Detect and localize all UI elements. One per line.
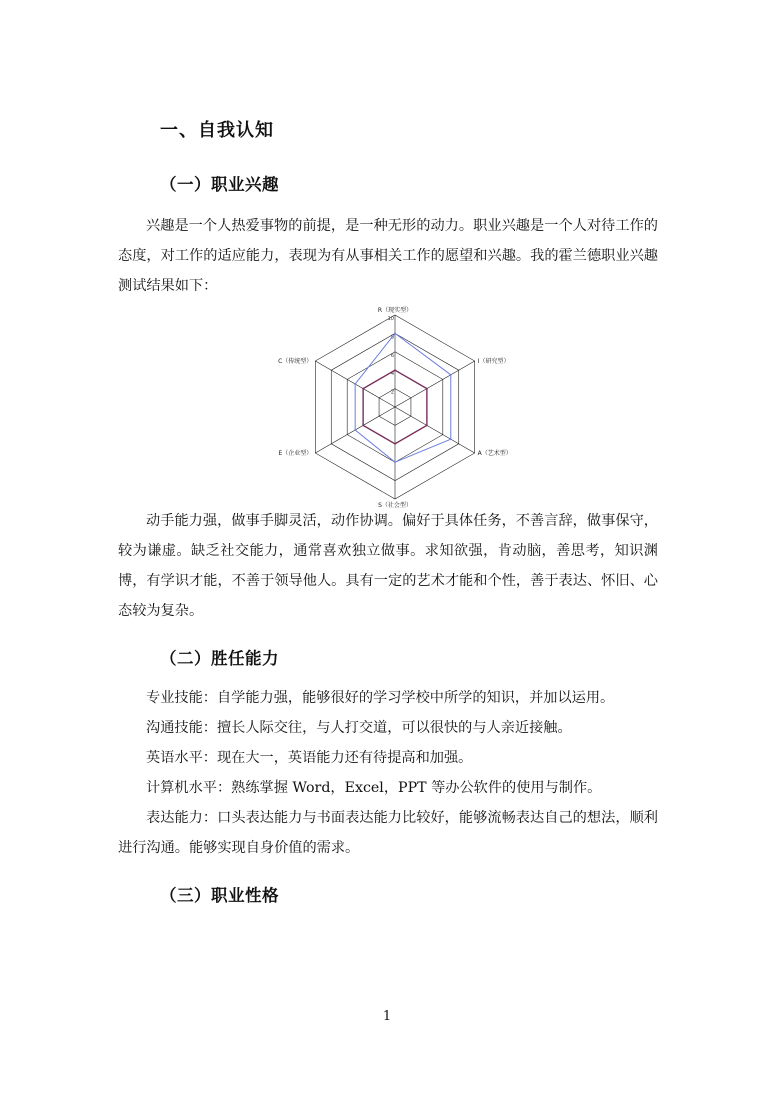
series-point bbox=[362, 388, 364, 390]
series-point bbox=[394, 369, 396, 371]
tick-label: 10 bbox=[387, 316, 394, 322]
tick-label: 6 bbox=[390, 352, 394, 359]
heading-self-awareness: 一、自我认知 bbox=[160, 120, 274, 141]
tick-label: 2 bbox=[390, 389, 394, 396]
axis-label: C（传统型） bbox=[278, 358, 313, 365]
series-point bbox=[394, 443, 396, 445]
series-point bbox=[362, 425, 364, 427]
axis-label: E（企业型） bbox=[278, 450, 313, 457]
heading-career-personality: （三）职业性格 bbox=[160, 886, 279, 905]
radar-svg bbox=[230, 300, 560, 509]
axis-label: R（现实型） bbox=[377, 307, 413, 314]
series-point bbox=[394, 461, 396, 463]
competence-item-english: 英语水平：现在大一，英语能力还有待提高和加强。 bbox=[146, 750, 473, 766]
series-point bbox=[426, 388, 428, 390]
tick-label: 4 bbox=[390, 371, 394, 378]
competence-item-communication: 沟通技能：擅长人际交往，与人打交道，可以很快的与人亲近接触。 bbox=[146, 720, 572, 736]
heading-competence: （二）胜任能力 bbox=[160, 649, 279, 668]
axis-label: S（社会型） bbox=[378, 502, 412, 509]
series-point bbox=[426, 425, 428, 427]
series-point bbox=[450, 374, 452, 376]
grid-spoke bbox=[395, 361, 475, 407]
competence-item-professional: 专业技能：自学能力强，能够很好的学习学校中所学的知识，并加以运用。 bbox=[146, 690, 615, 706]
heading-career-interest: （一）职业兴趣 bbox=[160, 175, 279, 194]
holland-radar-chart bbox=[230, 300, 560, 509]
competence-item-computer: 计算机水平：熟练掌握 Word，Excel，PPT 等办公软件的使用与制作。 bbox=[146, 780, 602, 796]
series-point bbox=[450, 438, 452, 440]
interest-intro-paragraph: 兴趣是一个人热爱事物的前提，是一种无形的动力。职业兴趣是一个人对待工作的态度，对工作的适应能力，表现为有从事相关工作的愿望和兴趣。我的霍兰德职业兴趣测试结果如下： bbox=[118, 218, 658, 294]
series-point bbox=[354, 383, 356, 385]
page-number: 1 bbox=[382, 1009, 392, 1024]
axis-label: A（艺术型） bbox=[477, 450, 512, 457]
series-point bbox=[394, 333, 396, 335]
series-line bbox=[355, 333, 451, 462]
interest-analysis-paragraph: 动手能力强，做事手脚灵活，动作协调。偏好于具体任务，不善言辞，做事保守，较为谦虚。缺乏社交能力，通常喜欢独立做事。求知欲强，肯动脑，善思考，知识渊博，有学识才能，不善于领导他人。具有一定的艺术才能和个性，善于表达、怀旧、心态较为复杂。 bbox=[118, 513, 658, 619]
competence-expression-paragraph: 表达能力：口头表达能力与书面表达能力比较好，能够流畅表达自己的想法，顺利进行沟通。能够实现自身价值的需求。 bbox=[118, 810, 658, 856]
tick-label: 8 bbox=[390, 334, 394, 341]
series-point bbox=[354, 429, 356, 431]
axis-label: I（研究型） bbox=[477, 358, 510, 365]
